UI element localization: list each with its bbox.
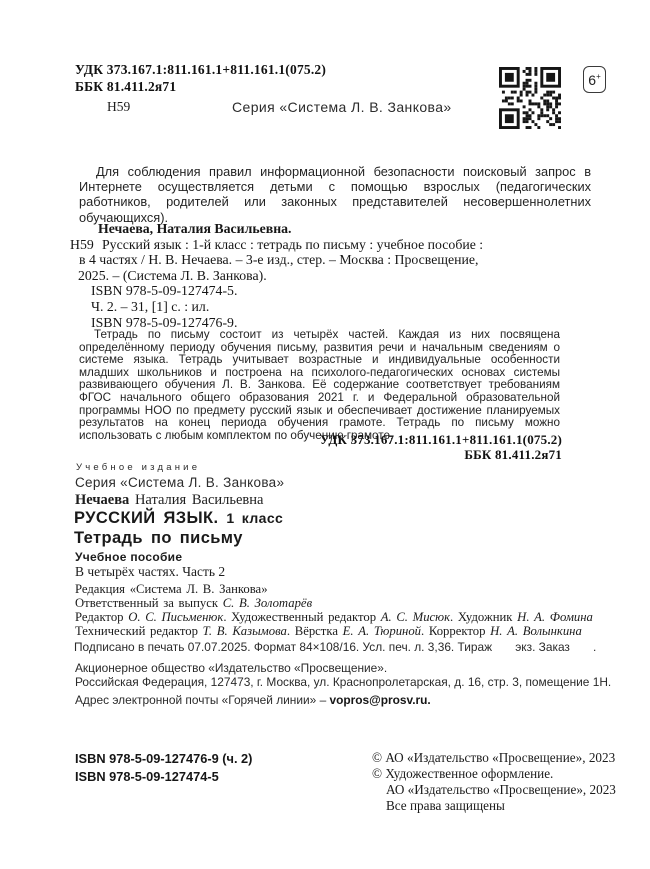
- credits-responsible: [75, 597, 593, 611]
- book-title: [74, 509, 283, 528]
- catalog-card: [70, 221, 562, 330]
- udk-code-top: УДК 373.167.1:811.161.1+811.161.1(075.2): [75, 62, 327, 77]
- series-label: Серия «Система Л. В. Занкова»: [75, 475, 285, 490]
- edition-parts-label: В четырёх частях. Часть 2: [75, 564, 226, 579]
- credit-person-name: Е. А. Тюриной: [342, 623, 422, 638]
- author-name: Наталия Васильевна: [134, 492, 264, 508]
- isbn-set-footer: ISBN 978-5-09-127474-5: [75, 769, 219, 784]
- catalog-card-entry-line: [70, 237, 562, 253]
- isbn-set-line: ISBN 978-5-09-127474-5.: [91, 283, 238, 299]
- credit-role-label: Ответственный за выпуск: [75, 595, 223, 610]
- part-pages-line: Ч. 2. – 31, [1] с. : ил.: [91, 298, 210, 314]
- credits-technical: [75, 625, 593, 639]
- edition-kind-label: Учебное издание: [76, 462, 201, 473]
- book-title-grade: 1 класс: [226, 510, 284, 526]
- credit-role-label: . Вёрстка: [286, 623, 343, 638]
- credits-editorial: Редакция «Система Л. В. Занкова»: [75, 582, 268, 596]
- isbn-part-footer: ISBN 978-5-09-127476-9 (ч. 2): [75, 751, 253, 766]
- book-title-main: РУССКИЙ ЯЗЫК.: [74, 509, 219, 527]
- copyright-line: © Художественное оформление.: [372, 765, 554, 781]
- credit-person-name: А. С. Мисюк: [380, 609, 451, 624]
- edition-author: [75, 492, 263, 509]
- catalog-card-title: Русский язык : 1-й класс : тетрадь по письму : учебное пособие :: [102, 236, 484, 252]
- credits-block: [75, 583, 593, 639]
- credit-role-label: . Художественный редактор: [223, 609, 381, 624]
- age-rating-plus: +: [596, 71, 601, 81]
- credits-editors: [75, 611, 593, 625]
- hotline-email-line: [75, 693, 431, 707]
- copyright-line: Все права защищены: [386, 797, 505, 813]
- isbn-footer-block: [75, 750, 252, 786]
- bbk-code-right: ББК 81.411.2я71: [464, 447, 562, 462]
- annotation-text: Тетрадь по письму состоит из четырёх частей. Каждая из них посвящена определённому периоду обучения письму, развития речи и начальным сведениям о системе языка. Тетрадь учитывает возрастные и индивидуальные особенности младших школьников и построена на психолого-педагогических основах системы развивающего обучения Л. В. Занкова. Её содержание соответствует требованиям ФГОС начального общего образования 2021 г. и Федеральной образовательной программы НОО по предмету русский язык и обеспечивает достижение планируемых результатов на конец периода обучения грамоте. Тетрадь по письму можно использовать с любым комплектом по обучению грамоте.: [79, 328, 560, 442]
- publisher-line: Акционерное общество «Издательство «Просвещение».: [75, 661, 388, 675]
- credit-person-name: О. С. Письменюк: [128, 609, 224, 624]
- author-surname: Нечаева: [75, 492, 130, 508]
- age-rating-badge: [583, 66, 606, 93]
- credit-person-name: С. В. Золотарёв: [222, 595, 313, 610]
- copyright-line: © АО «Издательство «Просвещение», 2023: [372, 750, 616, 765]
- copyright-block: [372, 750, 616, 814]
- credit-person-name: Т. В. Казымова: [202, 623, 287, 638]
- publisher-address: Российская Федерация, 127473, г. Москва, ул. Краснопролетарская, д. 16, стр. 3, помещение 1Н.: [75, 675, 612, 689]
- edition-type-label: Учебное пособие: [75, 550, 183, 564]
- isbn-part-line: ISBN 978-5-09-127476-9.: [91, 314, 238, 330]
- credit-person-name: Н. А. Волынкина: [490, 623, 582, 638]
- catalog-card-line: 2025. – (Система Л. В. Занкова).: [78, 267, 267, 283]
- bbk-code-top: ББК 81.411.2я71: [75, 79, 177, 94]
- series-label-top: Серия «Система Л. В. Занкова»: [232, 99, 452, 115]
- credit-role-label: Технический редактор: [75, 623, 203, 638]
- hotline-label: Адрес электронной почты «Горячей линии» –: [75, 693, 330, 707]
- codes-right-block: [260, 432, 562, 462]
- udk-code-right: УДК 373.167.1:811.161.1+811.161.1(075.2): [319, 432, 562, 447]
- age-rating-number: 6: [588, 71, 597, 88]
- credit-role-label: . Художник: [450, 609, 518, 624]
- credit-person-name: Н. А. Фомина: [517, 609, 593, 624]
- copyright-line: АО «Издательство «Просвещение», 2023: [386, 781, 616, 797]
- information-safety-notice: Для соблюдения правил информационной безопасности поисковый запрос в Интернете осуществляется детьми с помощью взрослых (педагогических работников, родителей или законных представителей несовершеннолетних обучающихся).: [79, 164, 591, 225]
- print-info-line: Подписано в печать 07.07.2025. Формат 84×108/16. Усл. печ. л. 3,36. Тираж экз. Заказ .: [74, 640, 597, 654]
- catalog-card-author: Нечаева, Наталия Васильевна.: [98, 221, 292, 236]
- author-sign-code: Н59: [107, 99, 131, 114]
- catalog-card-code: Н59: [70, 236, 94, 252]
- credit-role-label: . Корректор: [421, 623, 491, 638]
- credit-role-label: Редактор: [75, 609, 129, 624]
- qr-code-icon: [499, 67, 561, 129]
- book-subtitle: Тетрадь по письму: [74, 529, 243, 547]
- catalog-card-line: в 4 частях / Н. В. Нечаева. – 3-е изд., стер. – Москва : Просвещение,: [79, 252, 479, 268]
- hotline-email: vopros@prosv.ru.: [329, 693, 431, 707]
